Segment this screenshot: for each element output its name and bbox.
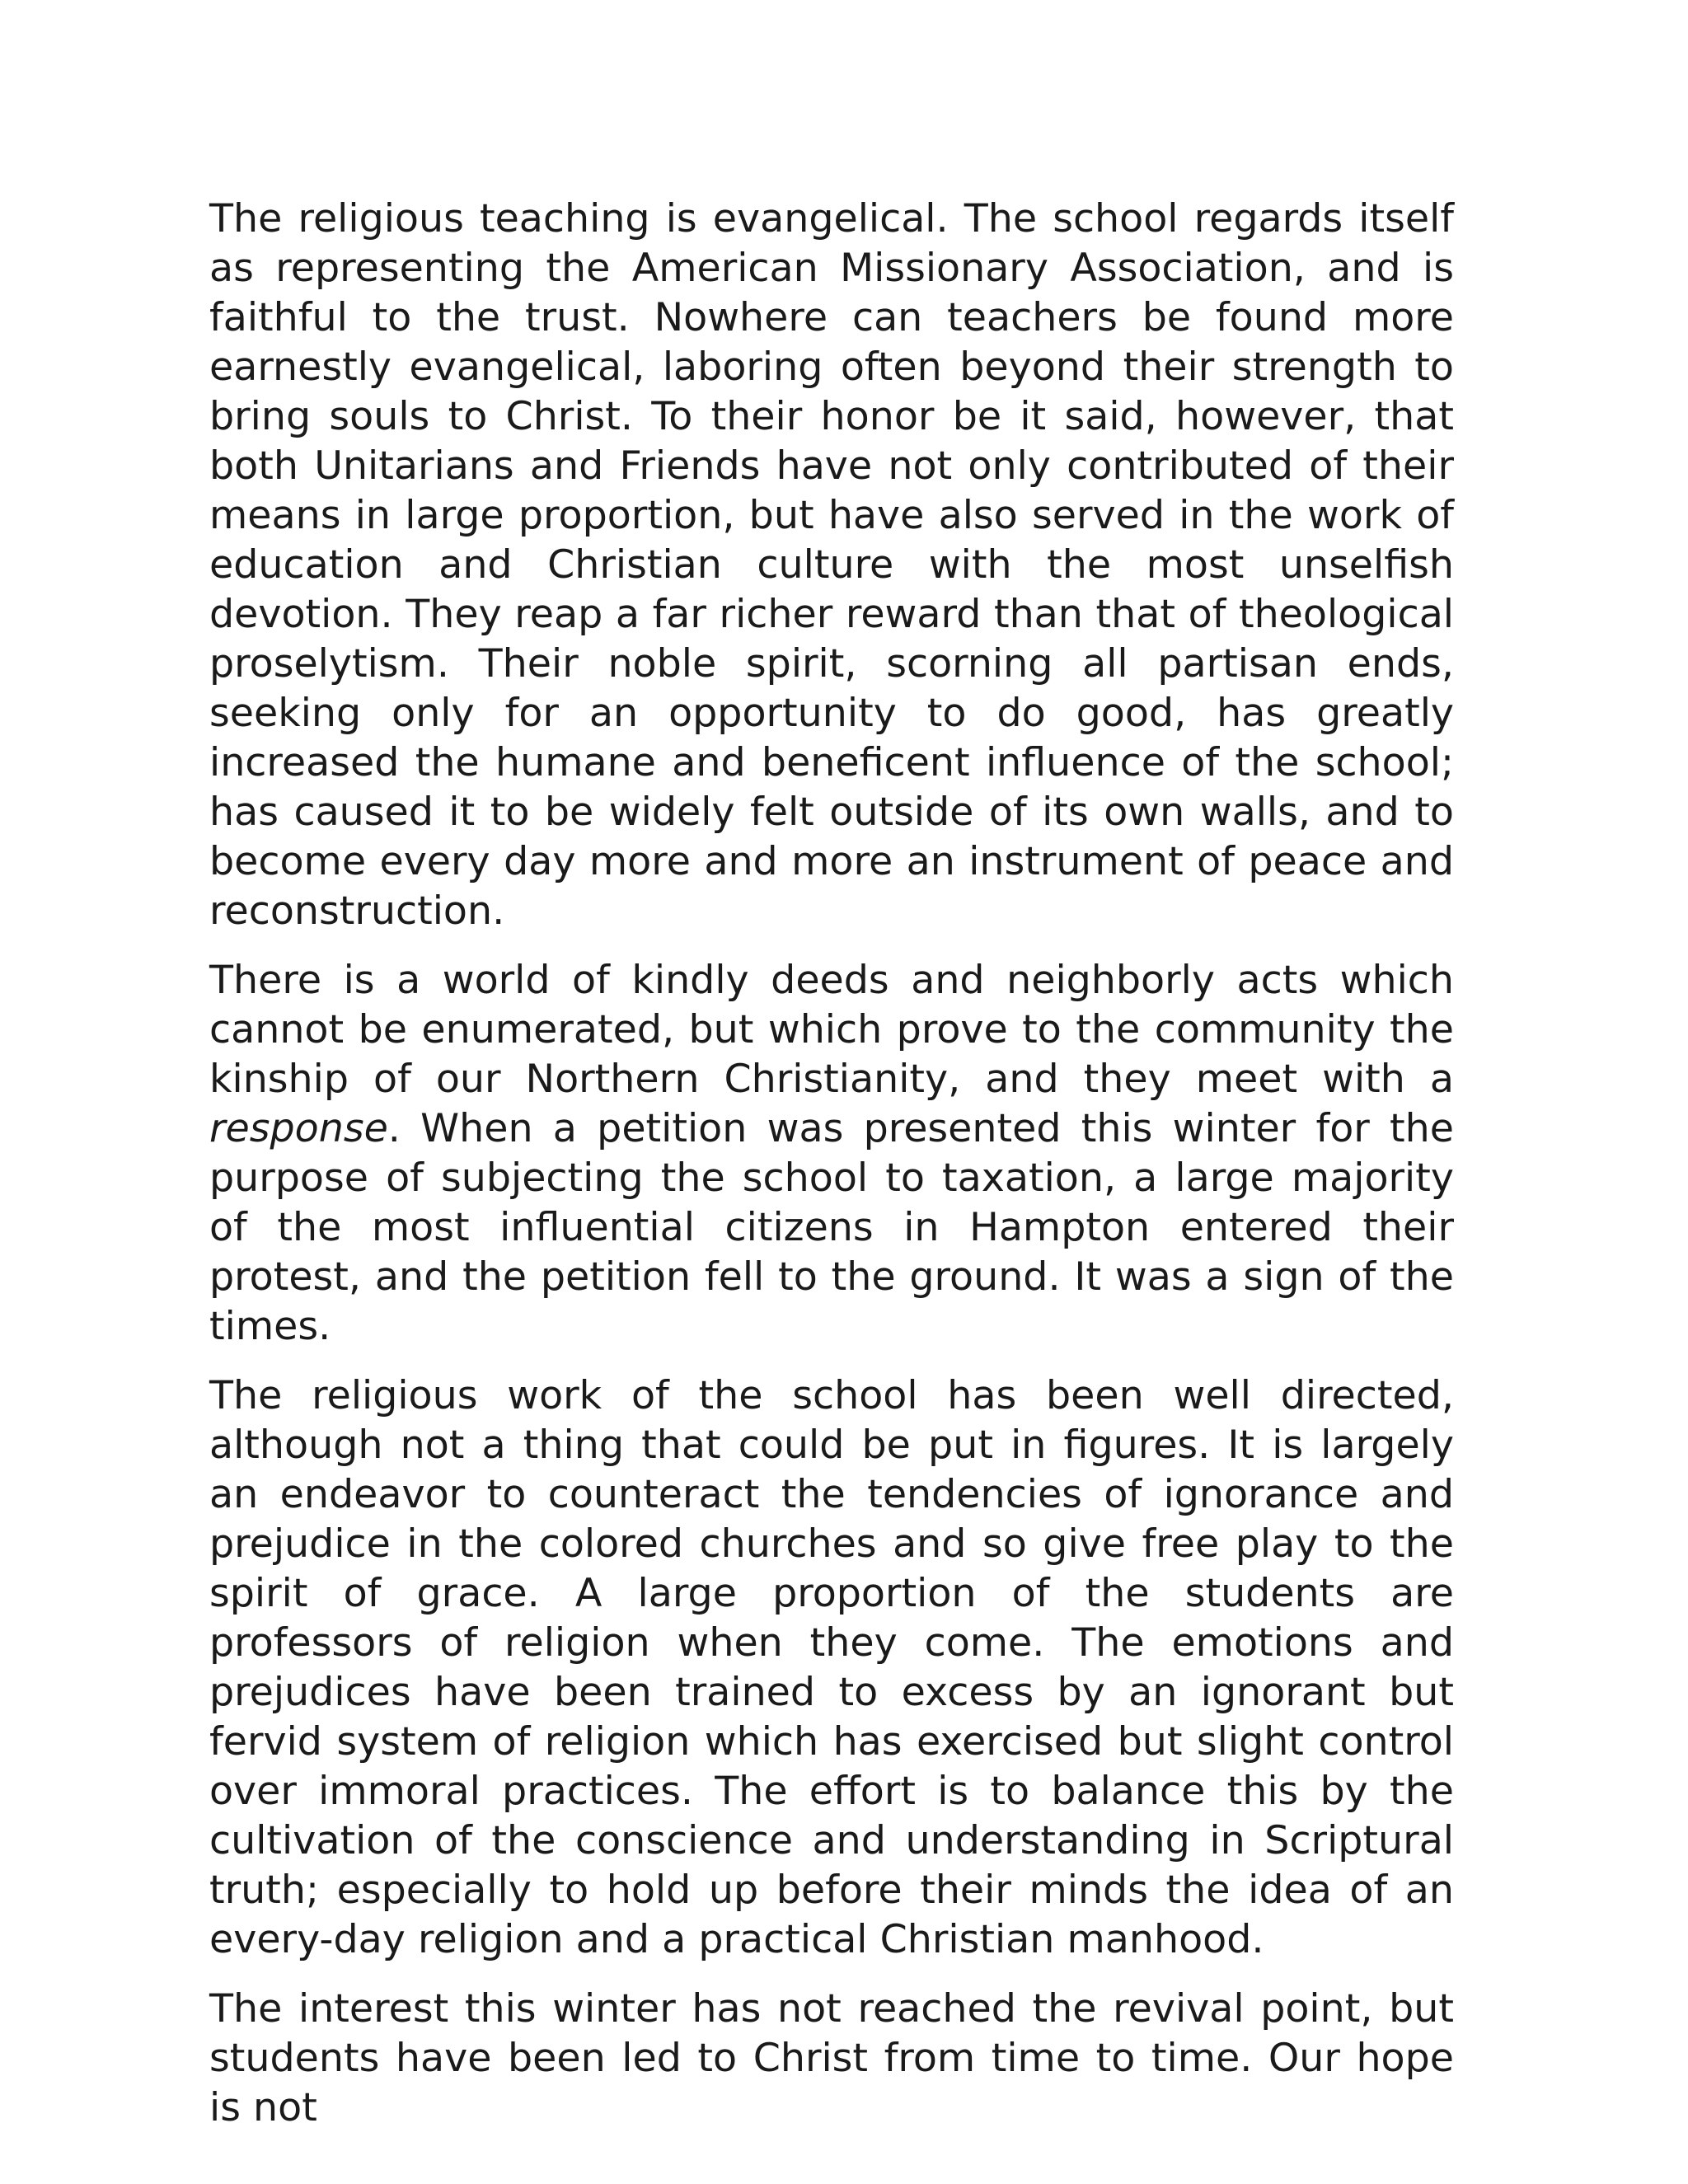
emphasized-word-response: response <box>209 1106 388 1151</box>
paragraph-interest-this-winter: The interest this winter has not reached the revival point, but students have been led to Christ from time to time. Our hope is not <box>209 1986 1454 2130</box>
paragraph-religious-teaching: The religious teaching is evangelical. The school regards itself as representing the American Missionary Association, and is faithful to the trust. Nowhere can teachers be found more earnestly evangelical, laboring often beyond their strength to bring souls to Christ. To their honor be it said, however, that both Unitarians and Friends have not only contributed of their means in large proportion, but have also served in the work of education and Christian culture with the most unselfish devotion. They reap a far richer reward than that of theological proselytism. Their noble spirit, scorning all partisan ends, seeking only for an opportunity to do good, has greatly increased the humane and beneficent influence of the school; has caused it to be widely felt outside of its own walls, and to become every day more and more an instrument of peace and reconstruction. <box>209 196 1454 934</box>
paragraph-kindly-deeds <box>209 956 1454 1352</box>
paragraph-kindly-deeds-text-end: . When a petition was presented this winter for the purpose of subjecting the school to taxation, a large majority of the most influential citizens in Hampton entered their protest, and the petition fell to the ground. It was a sign of the times. <box>209 1106 1454 1349</box>
paragraph-kindly-deeds-text-start: There is a world of kindly deeds and neighborly acts which cannot be enumerated, but which prove to the community the kinship of our Northern Christianity, and they meet with a <box>209 958 1454 1102</box>
paragraph-religious-work: The religious work of the school has been well directed, although not a thing that could be put in figures. It is largely an endeavor to counteract the tendencies of ignorance and prejudice in the colored churches and so give free play to the spirit of grace. A large proportion of the students are professors of religion when they come. The emotions and prejudices have been trained to excess by an ignorant but fervid system of religion which has exercised but slight control over immoral practices. The effort is to balance this by the cultivation of the conscience and understanding in Scriptural truth; especially to hold up before their minds the idea of an every-day religion and a practical Christian manhood. <box>209 1373 1454 1962</box>
document-page <box>209 194 1454 2153</box>
